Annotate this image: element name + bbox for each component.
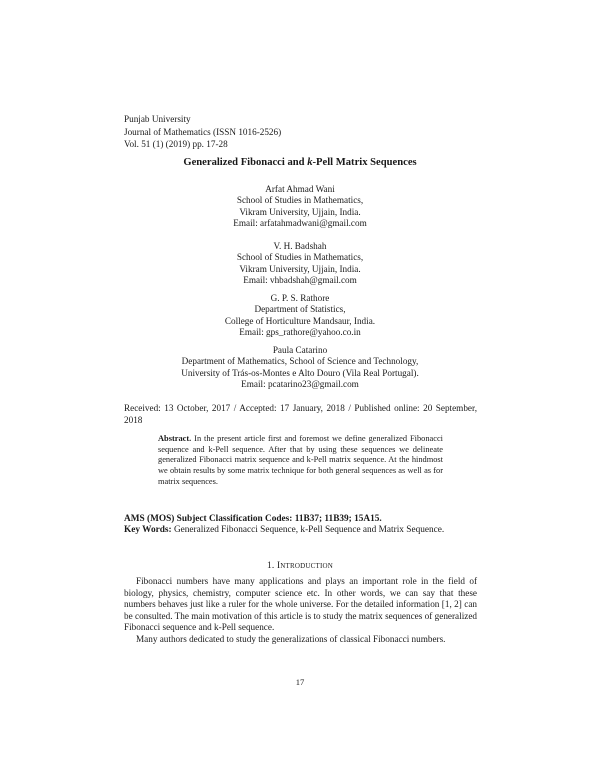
keywords-text: Generalized Fibonacci Sequence, k-Pell Sequence and Matrix Sequence. — [173, 525, 445, 536]
journal-header — [124, 113, 281, 151]
abstract-text: In the present article first and foremost we define generalized Fibonacci sequence and k-Pell sequence. After that by using these sequences we delineate generalized Fibonacci matrix sequence and k-Pell matrix sequence. At the hindmost we obtain results by some matrix technique for both general sequences as well as for matrix sequences. — [158, 434, 443, 486]
author-email: Email: vhbadshah@gmail.com — [243, 275, 357, 286]
author-affiliation: College of Horticulture Mandsaur, India. — [224, 315, 376, 326]
title-prefix: Generalized Fibonacci and — [183, 157, 308, 168]
author-name: V. H. Badshah — [273, 241, 327, 251]
journal-name: Journal of Mathematics (ISSN 1016-2526) — [124, 126, 282, 137]
author-affiliation: Department of Statistics, — [254, 304, 346, 315]
paper-title — [0, 157, 600, 168]
classification-block — [124, 514, 444, 537]
ams-codes — [124, 514, 444, 525]
abstract — [158, 434, 443, 488]
author-affiliation: Department of Mathematics, School of Science and Technology, — [181, 356, 419, 367]
body-text — [124, 576, 477, 646]
author-block — [0, 293, 600, 339]
ams-code-values: 11B37; 11B39; 15A15. — [294, 514, 382, 524]
author-affiliation: School of Studies in Mathematics, — [236, 252, 364, 263]
received-dates: Received: 13 October, 2017 / Accepted: 17 January, 2018 / Published online: 20 September, 2018 — [124, 403, 477, 425]
page-number: 17 — [295, 677, 305, 687]
author-email: Email: arfatahmadwani@gmail.com — [233, 218, 367, 229]
author-affiliation: School of Studies in Mathematics, — [236, 195, 364, 206]
author-name: Arfat Ahmad Wani — [265, 184, 335, 194]
author-affiliation: Vikram University, Ujjain, India. — [239, 263, 361, 274]
paragraph: Fibonacci numbers have many applications and plays an important role in the field of biology, physics, chemistry, computer science etc. In other words, we can say that these numbers behaves just like a ruler for the whole universe. For the detailed information [1, 2] can be consulted. The main motivation of this article is to study the matrix sequences of generalized Fibonacci sequence and k-Pell sequence. — [124, 576, 477, 633]
author-affiliation: Vikram University, Ujjain, India. — [239, 206, 361, 217]
journal-institution: Punjab University — [124, 114, 191, 124]
keywords — [124, 525, 444, 536]
author-block — [0, 241, 600, 287]
section-heading — [0, 561, 600, 571]
paragraph: Many authors dedicated to study the generalizations of classical Fibonacci numbers. — [136, 633, 446, 644]
keywords-label: Key Words: — [124, 525, 172, 536]
author-block — [0, 184, 600, 230]
title-k: k — [307, 157, 313, 168]
author-block — [0, 345, 600, 391]
section-number: 1. — [266, 561, 275, 571]
author-name: Paula Catarino — [272, 345, 328, 355]
author-email: Email: pcatarino23@gmail.com — [241, 379, 359, 390]
author-name: G. P. S. Rathore — [270, 293, 330, 303]
title-suffix: -Pell Matrix Sequences — [312, 157, 417, 168]
section-title: Introduction — [276, 561, 334, 571]
author-affiliation: University of Trás-os-Montes e Alto Douro (Vila Real Portugal). — [181, 367, 419, 378]
abstract-label: Abstract. — [158, 434, 192, 443]
author-email: Email: gps_rathore@yahoo.co.in — [239, 327, 361, 338]
journal-volume: Vol. 51 (1) (2019) pp. 17-28 — [124, 139, 228, 149]
ams-label: AMS (MOS) Subject Classification Codes: — [124, 514, 293, 524]
